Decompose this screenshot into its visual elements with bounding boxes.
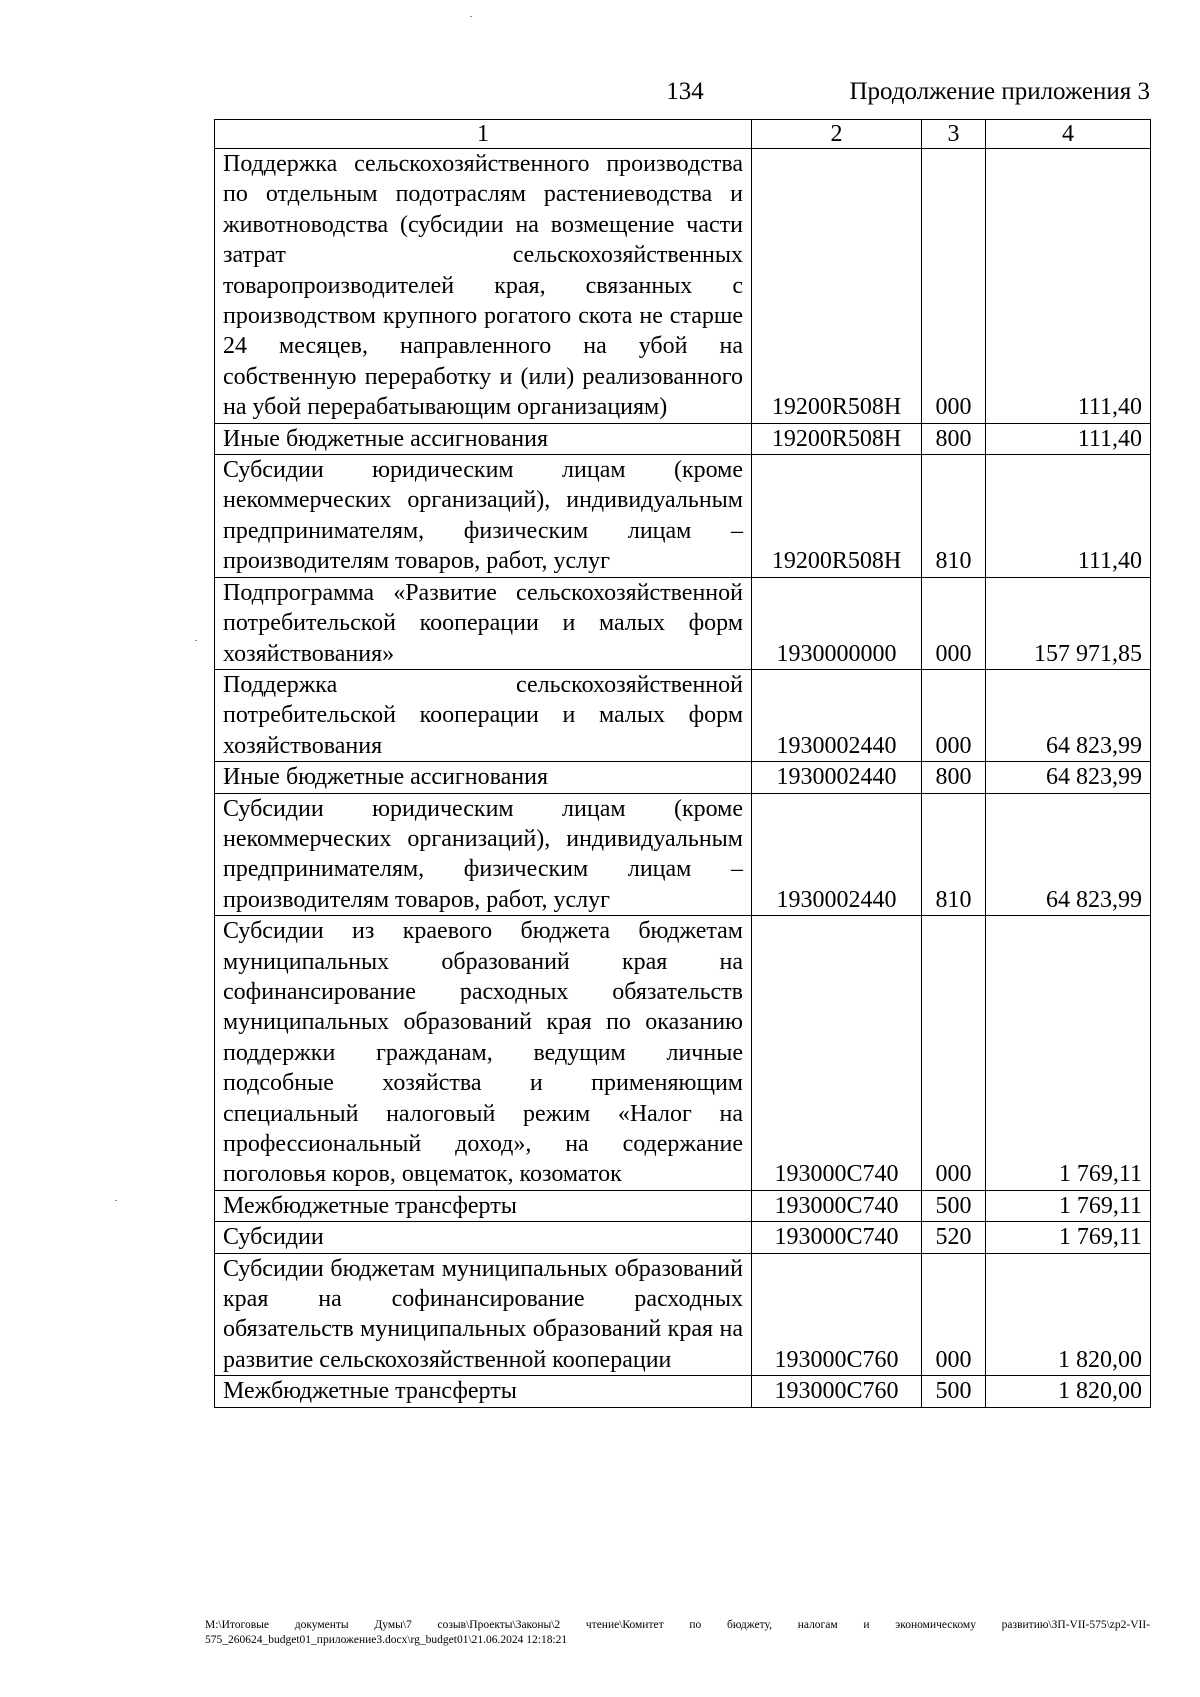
table-row (215, 793, 1151, 916)
row-code-cell: 1930002440 (752, 762, 922, 793)
row-name-cell: Иные бюджетные ассигнования (215, 423, 752, 454)
table-row (215, 1376, 1151, 1407)
row-type-cell: 000 (922, 669, 986, 761)
row-amount-cell: 111,40 (986, 455, 1151, 578)
row-amount-cell: 1 769,11 (986, 1222, 1151, 1253)
row-amount-cell: 64 823,99 (986, 793, 1151, 916)
row-code-cell: 19200R508H (752, 455, 922, 578)
table-row (215, 669, 1151, 761)
page-number: 134 (666, 78, 704, 105)
column-header: 4 (986, 120, 1151, 149)
row-code-cell: 193000С760 (752, 1253, 922, 1376)
row-amount-cell: 64 823,99 (986, 669, 1151, 761)
row-code-cell: 193000С740 (752, 916, 922, 1191)
table-row (215, 916, 1151, 1191)
row-code-cell: 1930002440 (752, 793, 922, 916)
row-name-cell: Субсидии юридическим лицам (кроме некоммерческих организаций), индивидуальным предпринимателям, физическим лицам – производителям товаров, работ, услуг (215, 455, 752, 578)
row-amount-cell: 157 971,85 (986, 577, 1151, 669)
table-row (215, 1190, 1151, 1221)
table-row (215, 149, 1151, 424)
row-name-cell: Иные бюджетные ассигнования (215, 762, 752, 793)
row-code-cell: 1930002440 (752, 669, 922, 761)
row-type-cell: 000 (922, 149, 986, 424)
table-row (215, 762, 1151, 793)
row-name-cell: Межбюджетные трансферты (215, 1190, 752, 1221)
budget-table (214, 119, 1151, 1408)
row-name-cell: Субсидии юридическим лицам (кроме некоммерческих организаций), индивидуальным предпринимателям, физическим лицам – производителям товаров, работ, услуг (215, 793, 752, 916)
row-name-cell: Поддержка сельскохозяйственной потребительской кооперации и малых форм хозяйствования (215, 669, 752, 761)
row-type-cell: 810 (922, 793, 986, 916)
budget-table-body (215, 120, 1151, 1408)
scan-speck (115, 1200, 117, 1201)
row-code-cell: 193000С740 (752, 1190, 922, 1221)
row-name-cell: Субсидии (215, 1222, 752, 1253)
row-name-cell: Межбюджетные трансферты (215, 1376, 752, 1407)
column-header: 3 (922, 120, 986, 149)
row-name-cell: Субсидии из краевого бюджета бюджетам муниципальных образований края на софинансирование расходных обязательств муниципальных образований края по оказанию поддержки гражданам, ведущим личные подсобные хозяйства и применяющим специальный налоговый режим «Налог на профессиональный доход», на содержание поголовья коров, овцематок, козоматок (215, 916, 752, 1191)
row-type-cell: 500 (922, 1376, 986, 1407)
row-code-cell: 193000С740 (752, 1222, 922, 1253)
row-code-cell: 19200R508H (752, 149, 922, 424)
row-type-cell: 810 (922, 455, 986, 578)
row-amount-cell: 1 769,11 (986, 1190, 1151, 1221)
scan-speck (195, 640, 197, 641)
row-type-cell: 520 (922, 1222, 986, 1253)
table-header-row (215, 120, 1151, 149)
file-path-footer: М:\Итоговые документы Думы\7 созыв\Проекты\Законы\2 чтение\Комитет по бюджету, налогам и экономическому развитию\ЗП-VII-575\zp2-VII-575_260624_budget01_приложение3.docx\rg_budget01\21.06.2024 12:18:21 (205, 1619, 1150, 1646)
row-code-cell: 193000С760 (752, 1376, 922, 1407)
row-amount-cell: 1 820,00 (986, 1253, 1151, 1376)
table-row (215, 577, 1151, 669)
row-type-cell: 000 (922, 1253, 986, 1376)
column-header: 1 (215, 120, 752, 149)
table-row (215, 1253, 1151, 1376)
table-row (215, 455, 1151, 578)
row-type-cell: 000 (922, 916, 986, 1191)
row-amount-cell: 111,40 (986, 149, 1151, 424)
row-name-cell: Подпрограмма «Развитие сельскохозяйственной потребительской кооперации и малых форм хозяйствования» (215, 577, 752, 669)
row-name-cell: Субсидии бюджетам муниципальных образований края на софинансирование расходных обязательств муниципальных образований края на развитие сельскохозяйственной кооперации (215, 1253, 752, 1376)
row-name-cell: Поддержка сельскохозяйственного производства по отдельным подотраслям растениеводства и животноводства (субсидии на возмещение части затрат сельскохозяйственных товаропроизводителей края, связанных с производством крупного рогатого скота не старше 24 месяцев, направленного на убой на собственную переработку и (или) реализованного на убой перерабатывающим организациям) (215, 149, 752, 424)
row-code-cell: 19200R508H (752, 423, 922, 454)
row-amount-cell: 1 769,11 (986, 916, 1151, 1191)
row-type-cell: 500 (922, 1190, 986, 1221)
table-row (215, 423, 1151, 454)
scan-speck (470, 16, 472, 17)
row-amount-cell: 1 820,00 (986, 1376, 1151, 1407)
row-type-cell: 000 (922, 577, 986, 669)
row-code-cell: 1930000000 (752, 577, 922, 669)
row-amount-cell: 111,40 (986, 423, 1151, 454)
row-amount-cell: 64 823,99 (986, 762, 1151, 793)
row-type-cell: 800 (922, 423, 986, 454)
column-header: 2 (752, 120, 922, 149)
appendix-continuation-label: Продолжение приложения 3 (849, 78, 1150, 105)
row-type-cell: 800 (922, 762, 986, 793)
table-row (215, 1222, 1151, 1253)
